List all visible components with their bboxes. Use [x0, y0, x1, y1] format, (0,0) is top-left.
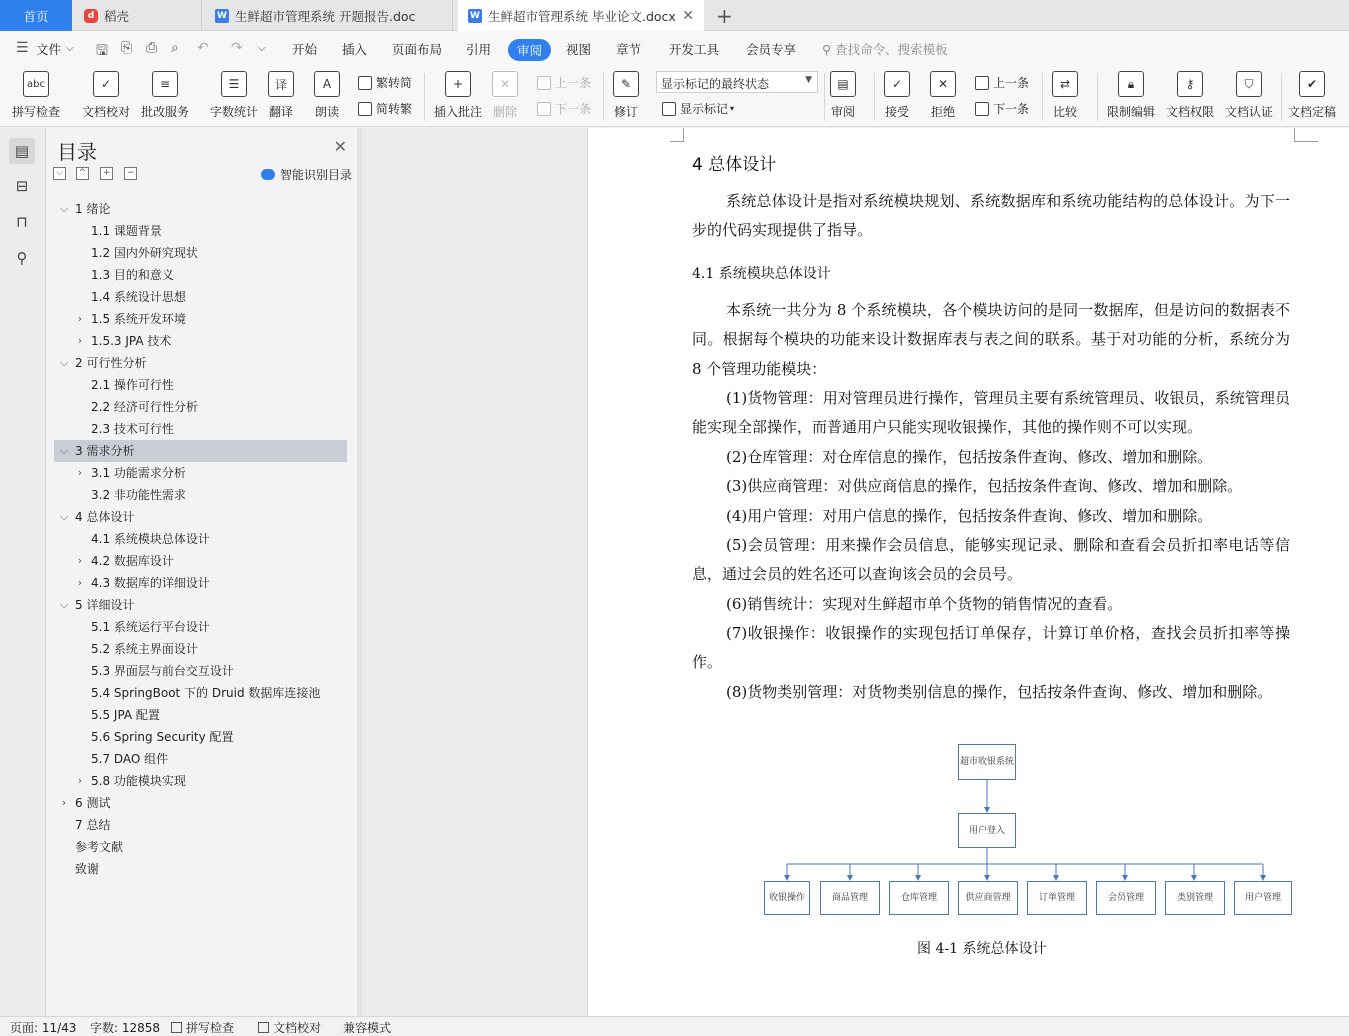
- paragraph: (8)货物类别管理：对货物类别信息的操作，包括按条件查询、修改、增加和删除。: [726, 683, 1273, 701]
- toc-item-label: 1.4 系统设计思想: [91, 290, 186, 304]
- toc-item[interactable]: [54, 462, 347, 484]
- word-count-indicator[interactable]: 字数: 12858: [90, 1021, 161, 1035]
- paragraph: (4)用户管理：对用户信息的操作，包括按条件查询、修改、增加和删除。: [726, 507, 1213, 525]
- node-module: 收银操作: [764, 881, 810, 915]
- paragraph: (6)销售统计：实现对生鲜超市单个货物的销售情况的查看。: [726, 595, 1123, 613]
- doc-certify-button[interactable]: ⛉ 文档认证: [1225, 71, 1273, 120]
- chevron-down-icon[interactable]: ⌵: [59, 202, 69, 215]
- chevron-down-icon[interactable]: ⌵: [59, 510, 69, 523]
- finalize-icon: ✔: [1299, 71, 1325, 97]
- chevron-right-icon[interactable]: ›: [61, 796, 67, 809]
- command-search[interactable]: ⚲ 查找命令、搜索模板: [822, 42, 948, 57]
- toc-item-label: 5.3 界面层与前台交互设计: [91, 664, 234, 678]
- toc-item[interactable]: [54, 198, 347, 220]
- redo-icon[interactable]: ↷: [231, 40, 243, 56]
- toc-item-label: 4.2 数据库设计: [91, 554, 174, 568]
- toc-item-label: 6 测试: [75, 796, 111, 810]
- word-doc-icon: W: [215, 9, 229, 23]
- prev-change-icon: [975, 76, 989, 90]
- lock-icon: 🔒︎: [1118, 71, 1144, 97]
- next-change-button[interactable]: 下一条: [975, 100, 1029, 117]
- export-icon[interactable]: ⎘: [121, 40, 133, 56]
- word-count-button[interactable]: ☰ 字数统计: [210, 71, 258, 120]
- toc-item-label: 3.2 非功能性需求: [91, 488, 186, 502]
- finalize-button[interactable]: ✔ 文档定稿: [1288, 71, 1336, 120]
- node-module: 类别管理: [1165, 881, 1225, 915]
- toc-title: 目录: [57, 140, 97, 164]
- next-comment-button[interactable]: 下一条: [537, 100, 591, 117]
- status-proofread[interactable]: 文档校对: [258, 1019, 321, 1036]
- ribbon-divider: [874, 73, 875, 121]
- page-corner-mark: [1294, 128, 1318, 142]
- translate-button[interactable]: 译 翻译: [268, 71, 294, 120]
- system-structure-diagram: [764, 742, 1294, 912]
- toc-item[interactable]: [54, 748, 347, 770]
- close-icon[interactable]: ✕: [333, 137, 347, 156]
- docer-icon: d: [84, 9, 98, 23]
- page-gutter: [362, 128, 587, 1016]
- toc-item-label: 5.6 Spring Security 配置: [91, 730, 234, 744]
- toc-item[interactable]: [54, 616, 347, 638]
- ribbon-divider: [1042, 73, 1043, 121]
- node-module: 用户管理: [1234, 881, 1292, 915]
- toc-item-label: 参考文献: [75, 840, 124, 854]
- menu-view[interactable]: 视图: [566, 42, 592, 57]
- toc-item-label: 1.5.3 JPA 技术: [91, 334, 172, 348]
- chevron-right-icon[interactable]: ›: [77, 554, 83, 567]
- toc-item[interactable]: [54, 682, 347, 704]
- toc-item-label: 4 总体设计: [75, 510, 135, 524]
- menu-references[interactable]: 引用: [466, 42, 492, 57]
- new-tab-button[interactable]: +: [716, 4, 733, 28]
- toc-item[interactable]: [54, 506, 347, 528]
- menu-section[interactable]: 章节: [616, 42, 642, 57]
- search-icon[interactable]: ⚲: [16, 249, 28, 267]
- toc-item-label: 5.1 系统运行平台设计: [91, 620, 210, 634]
- chevron-down-icon[interactable]: ⌵: [59, 356, 69, 369]
- tab-wps-store[interactable]: [72, 0, 202, 31]
- chevron-down-icon: ▼: [805, 75, 812, 85]
- review-ribbon: [0, 67, 1349, 127]
- next-change-icon: [975, 102, 989, 116]
- restrict-editing-button[interactable]: 🔒︎ 限制编辑: [1107, 71, 1155, 120]
- track-changes-button[interactable]: ✎ 修订: [613, 71, 639, 120]
- toc-view-icon[interactable]: ▤: [9, 138, 35, 164]
- node-module: 订单管理: [1027, 881, 1087, 915]
- toc-item[interactable]: [54, 484, 347, 506]
- toc-item-label: 5 详细设计: [75, 598, 135, 612]
- close-icon[interactable]: ✕: [682, 7, 694, 24]
- toc-item[interactable]: [54, 264, 347, 286]
- toc-item-label: 5.4 SpringBoot 下的 Druid 数据库连接池: [91, 686, 321, 700]
- toc-item-label: 2.3 技术可行性: [91, 422, 174, 436]
- prev-comment-icon: [537, 76, 551, 90]
- word-doc-icon: W: [468, 9, 482, 23]
- bookmark-icon[interactable]: ⊓: [16, 213, 28, 231]
- paragraph: (1)货物管理：用对管理员进行操作，管理员主要有系统管理员、收银员，系统管理员能实现全部操作，而普通用户只能实现收银操作，其他的操作则不可以实现。: [692, 389, 1290, 437]
- toc-item-label: 1.1 课题背景: [91, 224, 162, 238]
- node-root: 超市收银系统: [958, 744, 1016, 780]
- toc-item-label: 1.3 目的和意义: [91, 268, 174, 282]
- expand-all-icon[interactable]: +: [100, 167, 113, 180]
- menu-row: [0, 31, 1349, 67]
- tab-bar: [0, 0, 1349, 31]
- toc-item[interactable]: [54, 660, 347, 682]
- toc-item-label: 5.2 系统主界面设计: [91, 642, 198, 656]
- toc-item[interactable]: [54, 220, 347, 242]
- paragraph: (5)会员管理：用来操作会员信息，能够实现记录、删除和查看会员折扣率电话等信息，通过会员的姓名还可以查询该会员的会员号。: [692, 536, 1290, 584]
- toc-item[interactable]: [54, 638, 347, 660]
- convert-icon: [358, 76, 372, 90]
- nav-icon-strip: [0, 128, 46, 1016]
- toc-item[interactable]: [54, 814, 347, 836]
- heading-1: 4 总体设计: [692, 155, 777, 175]
- accept-icon: ✓: [884, 71, 910, 97]
- tab-label: 稻壳: [104, 8, 130, 24]
- toc-item-label: 1.5 系统开发环境: [91, 312, 186, 326]
- chevron-down-icon[interactable]: ⌵: [59, 598, 69, 611]
- toc-pane: [47, 128, 357, 1016]
- collapse-down-icon[interactable]: ⌵: [53, 167, 66, 180]
- compare-button[interactable]: ⇄ 比较: [1052, 71, 1078, 120]
- toc-item[interactable]: [54, 572, 347, 594]
- menu-home[interactable]: 开始: [292, 42, 318, 57]
- menu-file[interactable]: 文件: [36, 42, 62, 57]
- node-module: 会员管理: [1096, 881, 1156, 915]
- preview-icon[interactable]: ⌕: [171, 40, 179, 56]
- toc-item-label: 2.1 操作可行性: [91, 378, 174, 392]
- paragraph: 本系统一共分为 8 个系统模块，各个模块访问的是同一数据库，但是访问的数据表不同。根据每个模块的功能来设计数据库表与表之间的联系。基于对功能的分析，系统分为 8 个管理功能模块：: [692, 301, 1290, 378]
- node-module: 商品管理: [820, 881, 880, 915]
- reject-button[interactable]: ✕ 拒绝: [930, 71, 956, 120]
- ribbon-divider: [824, 73, 825, 121]
- chapter-nav-icon[interactable]: ⊟: [15, 177, 29, 195]
- toc-item[interactable]: [54, 528, 347, 550]
- chevron-down-icon[interactable]: ⌵: [66, 43, 74, 54]
- prev-change-button[interactable]: 上一条: [975, 74, 1029, 91]
- permission-icon: ⚷: [1177, 71, 1203, 97]
- page-indicator[interactable]: 页面: 11/43: [10, 1021, 77, 1035]
- spell-check-button[interactable]: abc 拼写检查: [12, 71, 60, 120]
- batch-icon: ≡: [152, 71, 178, 97]
- page-corner-mark: [670, 128, 684, 142]
- print-icon[interactable]: ⎙: [146, 40, 158, 56]
- tab-doc-thesis[interactable]: [458, 0, 704, 31]
- proofread-icon: ✓: [93, 71, 119, 97]
- trad-to-simp-button[interactable]: 繁转简: [358, 74, 412, 91]
- show-markup-icon: [662, 102, 676, 116]
- figure-caption: 图 4-1 系统总体设计: [917, 941, 1047, 957]
- review-pane-icon: ▤: [830, 71, 856, 97]
- shield-icon: ⛉: [1236, 71, 1262, 97]
- tab-home[interactable]: 首页: [0, 0, 72, 31]
- show-markup-button[interactable]: 显示标记 ▾: [662, 100, 734, 117]
- ribbon-divider: [424, 73, 425, 121]
- toc-item[interactable]: [54, 286, 347, 308]
- accept-button[interactable]: ✓ 接受: [884, 71, 910, 120]
- toc-item[interactable]: [54, 440, 347, 462]
- search-icon: ⚲: [822, 42, 836, 57]
- toc-item[interactable]: [54, 242, 347, 264]
- node-module: 供应商管理: [958, 881, 1018, 915]
- ribbon-divider: [603, 73, 604, 121]
- save-icon[interactable]: 🖫: [96, 43, 108, 59]
- paragraph: (2)仓库管理：对仓库信息的操作，包括按条件查询、修改、增加和删除。: [726, 448, 1213, 466]
- read-aloud-icon: A: [314, 71, 340, 97]
- undo-icon[interactable]: ↶: [197, 40, 209, 56]
- tab-doc-proposal[interactable]: [203, 0, 453, 31]
- toc-item[interactable]: [54, 726, 347, 748]
- menu-layout[interactable]: 页面布局: [392, 42, 443, 57]
- markup-state-select[interactable]: 显示标记的最终状态 ▼: [656, 71, 818, 93]
- tab-label: 生鲜超市管理系统 开题报告.doc: [235, 8, 416, 24]
- toc-item[interactable]: [54, 836, 347, 858]
- checkbox-icon: [171, 1022, 182, 1033]
- paragraph: 系统总体设计是指对系统模块规划、系统数据库和系统功能结构的总体设计。为下一步的代码实现提供了指导。: [692, 192, 1290, 240]
- status-spell-check[interactable]: 拼写检查: [171, 1019, 234, 1036]
- toc-item[interactable]: [54, 374, 347, 396]
- toc-item-label: 5.5 JPA 配置: [91, 708, 160, 722]
- node-module: 仓库管理: [889, 881, 949, 915]
- toc-item-label: 4.1 系统模块总体设计: [91, 532, 210, 546]
- comment-delete-icon: ✕: [492, 71, 518, 97]
- read-aloud-button[interactable]: A 朗读: [314, 71, 340, 120]
- menu-insert[interactable]: 插入: [342, 42, 368, 57]
- menu-review[interactable]: 审阅: [508, 39, 551, 61]
- doc-permission-button[interactable]: ⚷ 文档权限: [1166, 71, 1214, 120]
- toc-item[interactable]: [54, 704, 347, 726]
- toc-item[interactable]: [54, 418, 347, 440]
- spell-check-icon: abc: [23, 71, 49, 97]
- toc-list: [54, 198, 347, 880]
- paragraph: (7)收银操作：收银操作的实现包括订单保存，计算订单价格，查找会员折扣率等操作。: [692, 624, 1290, 672]
- heading-2: 4.1 系统模块总体设计: [692, 266, 831, 282]
- toc-item[interactable]: [54, 858, 347, 880]
- checkbox-icon: [258, 1022, 269, 1033]
- tab-label: 生鲜超市管理系统 毕业论文.docx: [488, 8, 676, 24]
- chevron-down-icon[interactable]: ⌵: [59, 444, 69, 457]
- convert-icon: [358, 102, 372, 116]
- word-count-icon: ☰: [221, 71, 247, 97]
- ribbon-divider: [1097, 73, 1098, 121]
- toc-item-label: 5.7 DAO 组件: [91, 752, 169, 766]
- toc-item-label: 1.2 国内外研究现状: [91, 246, 198, 260]
- comment-add-icon: +: [445, 71, 471, 97]
- toc-item[interactable]: [54, 396, 347, 418]
- toc-item[interactable]: [54, 308, 347, 330]
- chevron-right-icon[interactable]: ›: [77, 334, 83, 347]
- ribbon-divider: [1281, 73, 1282, 121]
- compat-mode-indicator: 兼容模式: [343, 1021, 392, 1035]
- chevron-right-icon[interactable]: ›: [77, 576, 83, 589]
- chevron-right-icon[interactable]: ›: [77, 466, 83, 479]
- paragraph: (3)供应商管理：对供应商信息的操作，包括按条件查询、修改、增加和删除。: [726, 477, 1243, 495]
- chevron-right-icon[interactable]: ›: [77, 312, 83, 325]
- chevron-right-icon[interactable]: ›: [77, 774, 83, 787]
- simp-to-trad-button[interactable]: 简转繁: [358, 100, 412, 117]
- collapse-up-icon[interactable]: ^: [76, 167, 89, 180]
- reject-icon: ✕: [930, 71, 956, 97]
- translate-icon: 译: [268, 71, 294, 97]
- toc-item[interactable]: [54, 594, 347, 616]
- prev-comment-button[interactable]: 上一条: [537, 74, 591, 91]
- quick-access-more-icon[interactable]: ⌵: [258, 43, 266, 54]
- smart-toc-button[interactable]: 智能识别目录: [261, 166, 352, 183]
- menu-membership[interactable]: 会员专享: [746, 42, 797, 57]
- toc-item[interactable]: [54, 770, 347, 792]
- toc-item-label: 1 绪论: [75, 202, 111, 216]
- compare-icon: ⇄: [1052, 71, 1078, 97]
- toc-item-label: 致谢: [75, 862, 100, 876]
- toc-item-label: 3 需求分析: [75, 444, 135, 458]
- toc-item-label: 7 总结: [75, 818, 111, 832]
- next-comment-icon: [537, 102, 551, 116]
- menu-developer[interactable]: 开发工具: [669, 42, 720, 57]
- toc-item-label: 4.3 数据库的详细设计: [91, 576, 210, 590]
- ai-bot-icon: [261, 169, 275, 180]
- proofread-button[interactable]: ✓ 文档校对: [82, 71, 130, 120]
- toc-item[interactable]: [54, 550, 347, 572]
- insert-comment-button[interactable]: + 插入批注: [434, 71, 482, 120]
- hamburger-icon[interactable]: ☰: [16, 40, 29, 56]
- toc-item-label: 2 可行性分析: [75, 356, 147, 370]
- toc-item-label: 3.1 功能需求分析: [91, 466, 186, 480]
- toc-item-label: 5.8 功能模块实现: [91, 774, 186, 788]
- collapse-all-icon[interactable]: −: [124, 167, 137, 180]
- toc-item[interactable]: [54, 792, 347, 814]
- status-bar: [0, 1016, 1349, 1036]
- toc-item-label: 2.2 经济可行性分析: [91, 400, 198, 414]
- toc-item[interactable]: [54, 352, 347, 374]
- batch-service-button[interactable]: ≡ 批改服务: [141, 71, 189, 120]
- track-changes-icon: ✎: [613, 71, 639, 97]
- document-page[interactable]: [587, 128, 1349, 1016]
- node-login: 用户登入: [958, 813, 1016, 848]
- toc-item[interactable]: [54, 330, 347, 352]
- review-pane-button[interactable]: ▤ 审阅: [830, 71, 856, 120]
- delete-comment-button[interactable]: ✕ 删除: [492, 71, 518, 120]
